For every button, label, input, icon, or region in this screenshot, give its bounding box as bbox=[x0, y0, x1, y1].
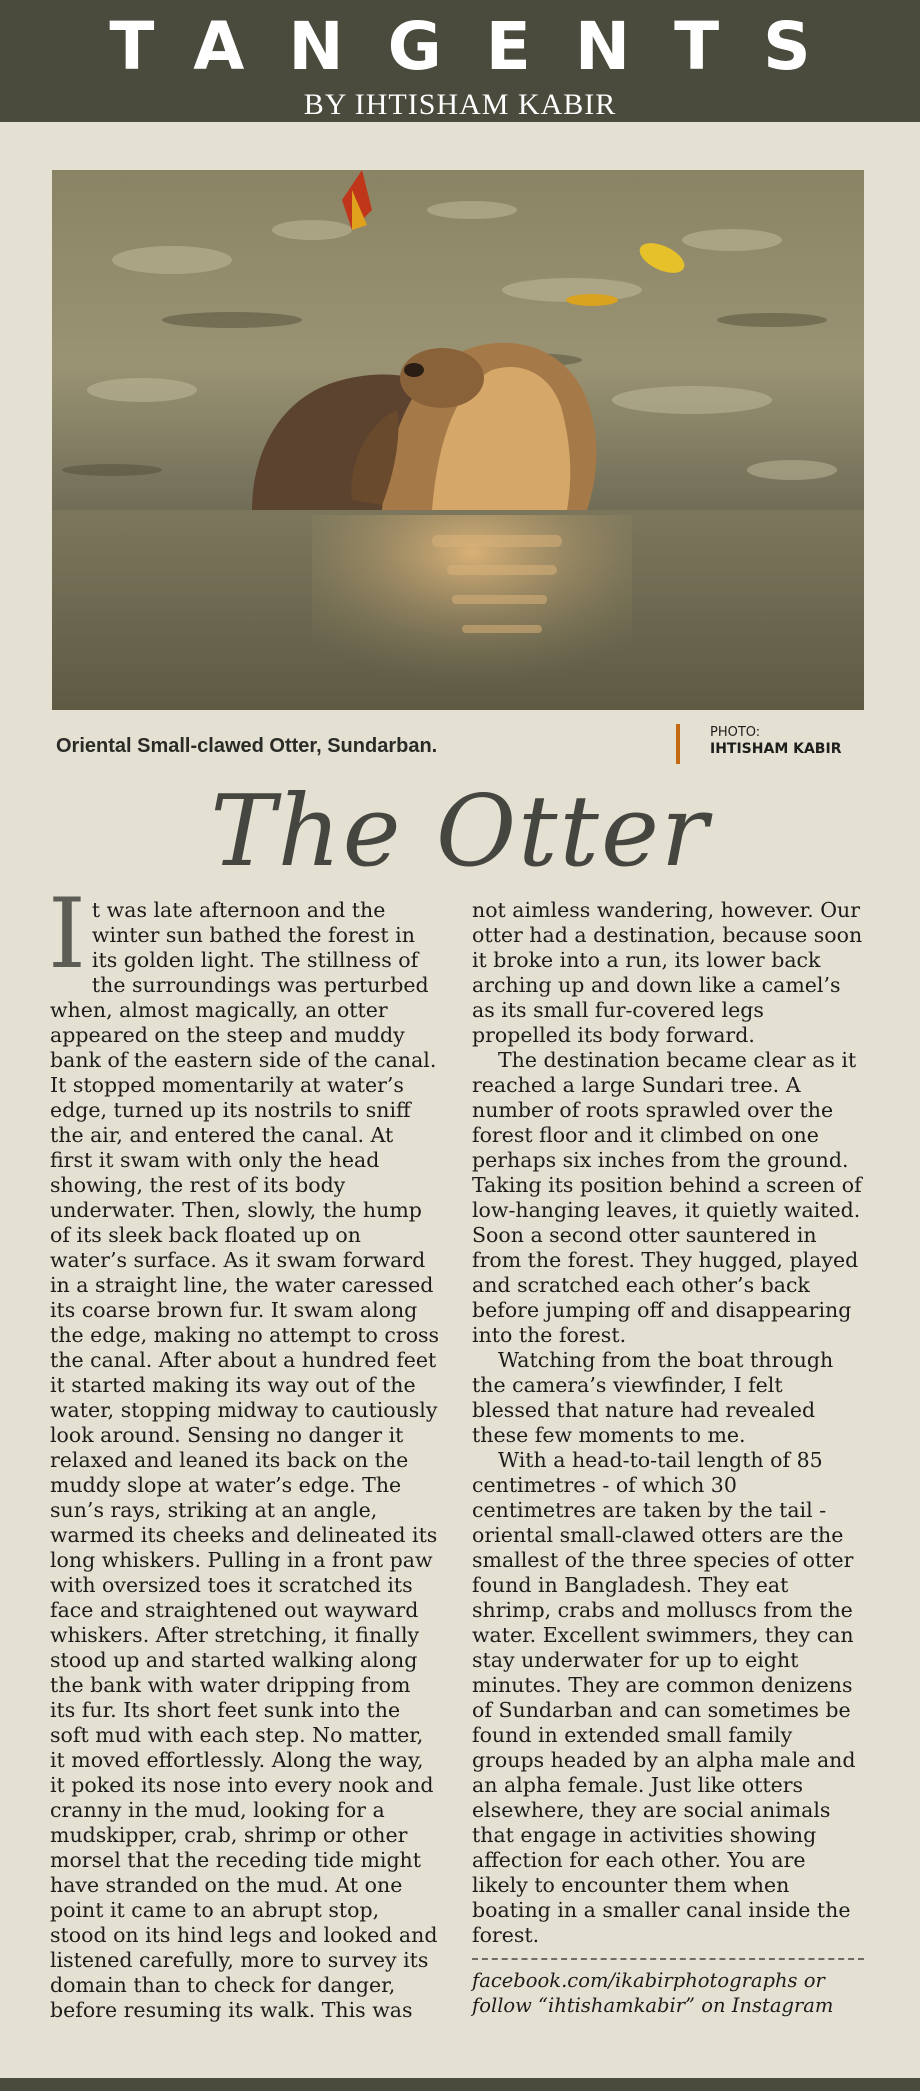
article-column-left bbox=[48, 878, 442, 2023]
otter-photo bbox=[52, 170, 864, 710]
article-paragraph: The destination became clear as it reached a large Sundari tree. A number of roots sprawled over the forest floor and it climbed on one perhaps six inches from the ground. Taking its position behind a screen of low-hanging leaves, it quietly waited. Soon a second otter sauntered in from the forest. They hugged, played and scratched each other’s back before jumping off and disappearing into the forest. bbox=[472, 1048, 862, 1347]
article-paragraph: With a head-to-tail length of 85 centimetres - of which 30 centimetres are taken by the tail - oriental small-clawed otters are the smallest of the three species of otter found in Bangladesh. They eat shrimp, crabs and molluscs from the water. Excellent swimmers, they can stay underwater for up to eight minutes. They are common denizens of Sundarban and can sometimes be found in extended small family groups headed by an alpha male and an alpha female. Just like otters elsewhere, they are social animals that engage in activities showing affection for each other. You are likely to encounter them when boating in a smaller canal inside the forest. bbox=[472, 1448, 856, 1947]
photo-caption: Oriental Small-clawed Otter, Sundarban. bbox=[56, 735, 438, 757]
bottom-bar bbox=[0, 2078, 920, 2091]
article-headline: The Otter bbox=[210, 775, 710, 889]
article-paragraph: not aimless wandering, however. Our otter had a destination, because soon it broke into a run, its lower back arching up and down like a camel’s as its small fur-covered legs propelled its body forward. bbox=[472, 898, 863, 1047]
column-byline: BY IHTISHAM KABIR bbox=[303, 88, 617, 121]
article-paragraph: Watching from the boat through the camera’s viewfinder, I felt blessed that nature had revealed these few moments to me. bbox=[472, 1348, 834, 1447]
article-paragraph: t was late afternoon and the winter sun bathed the forest in its golden light. The stillness of the surroundings was perturbed when, almost magically, an otter appeared on the steep and muddy bank of the eastern side of the canal. It stopped momentarily at water’s edge, turned up its nostrils to sniff the air, and entered the canal. At first it swam with only the head showing, the rest of its body underwater. Then, slowly, the hump of its sleek back floated up on water’s surface. As it swam forward in a straight line, the water caressed its coarse brown fur. It swam along the edge, making no attempt to cross the canal. After about a hundred feet it started making its way out of the water, stopping midway to cautiously look around. Sensing no danger it relaxed and leaned its back on the muddy slope at water’s edge. The sun’s rays, striking at an angle, warmed its cheeks and delineated its long whiskers. Pulling in a front paw with oversized toes it scratched its face and straightened out wayward whiskers. After stretching, it finally stood up and started walking along the bank with water dripping from its fur. Its short feet sunk into the soft mud with each step. No matter, it moved effortlessly. Along the way, it poked its nose into every nook and cranny in the mud, looking for a mudskipper, crab, shrimp or other morsel that the receding tide might have stranded on the mud. At one point it came to an abrupt stop, stood on its hind legs and looked and listened carefully, more to survey its domain than to check for danger, before resuming its walk. This was bbox=[50, 898, 440, 2022]
social-footer: facebook.com/ikabirphotographs or follow “ihtishamkabir” on Instagram bbox=[472, 1969, 834, 2017]
drop-cap: I bbox=[48, 878, 86, 990]
section-title: TANGENTS bbox=[109, 8, 855, 85]
masthead bbox=[0, 0, 920, 122]
article-column-right bbox=[472, 898, 864, 2018]
photo-credit-label: PHOTO: bbox=[710, 725, 761, 740]
photo-credit-name: IHTISHAM KABIR bbox=[710, 741, 842, 757]
divider bbox=[472, 1958, 864, 1960]
photo-credit bbox=[676, 724, 841, 764]
otter-photo-illustration bbox=[52, 170, 864, 710]
